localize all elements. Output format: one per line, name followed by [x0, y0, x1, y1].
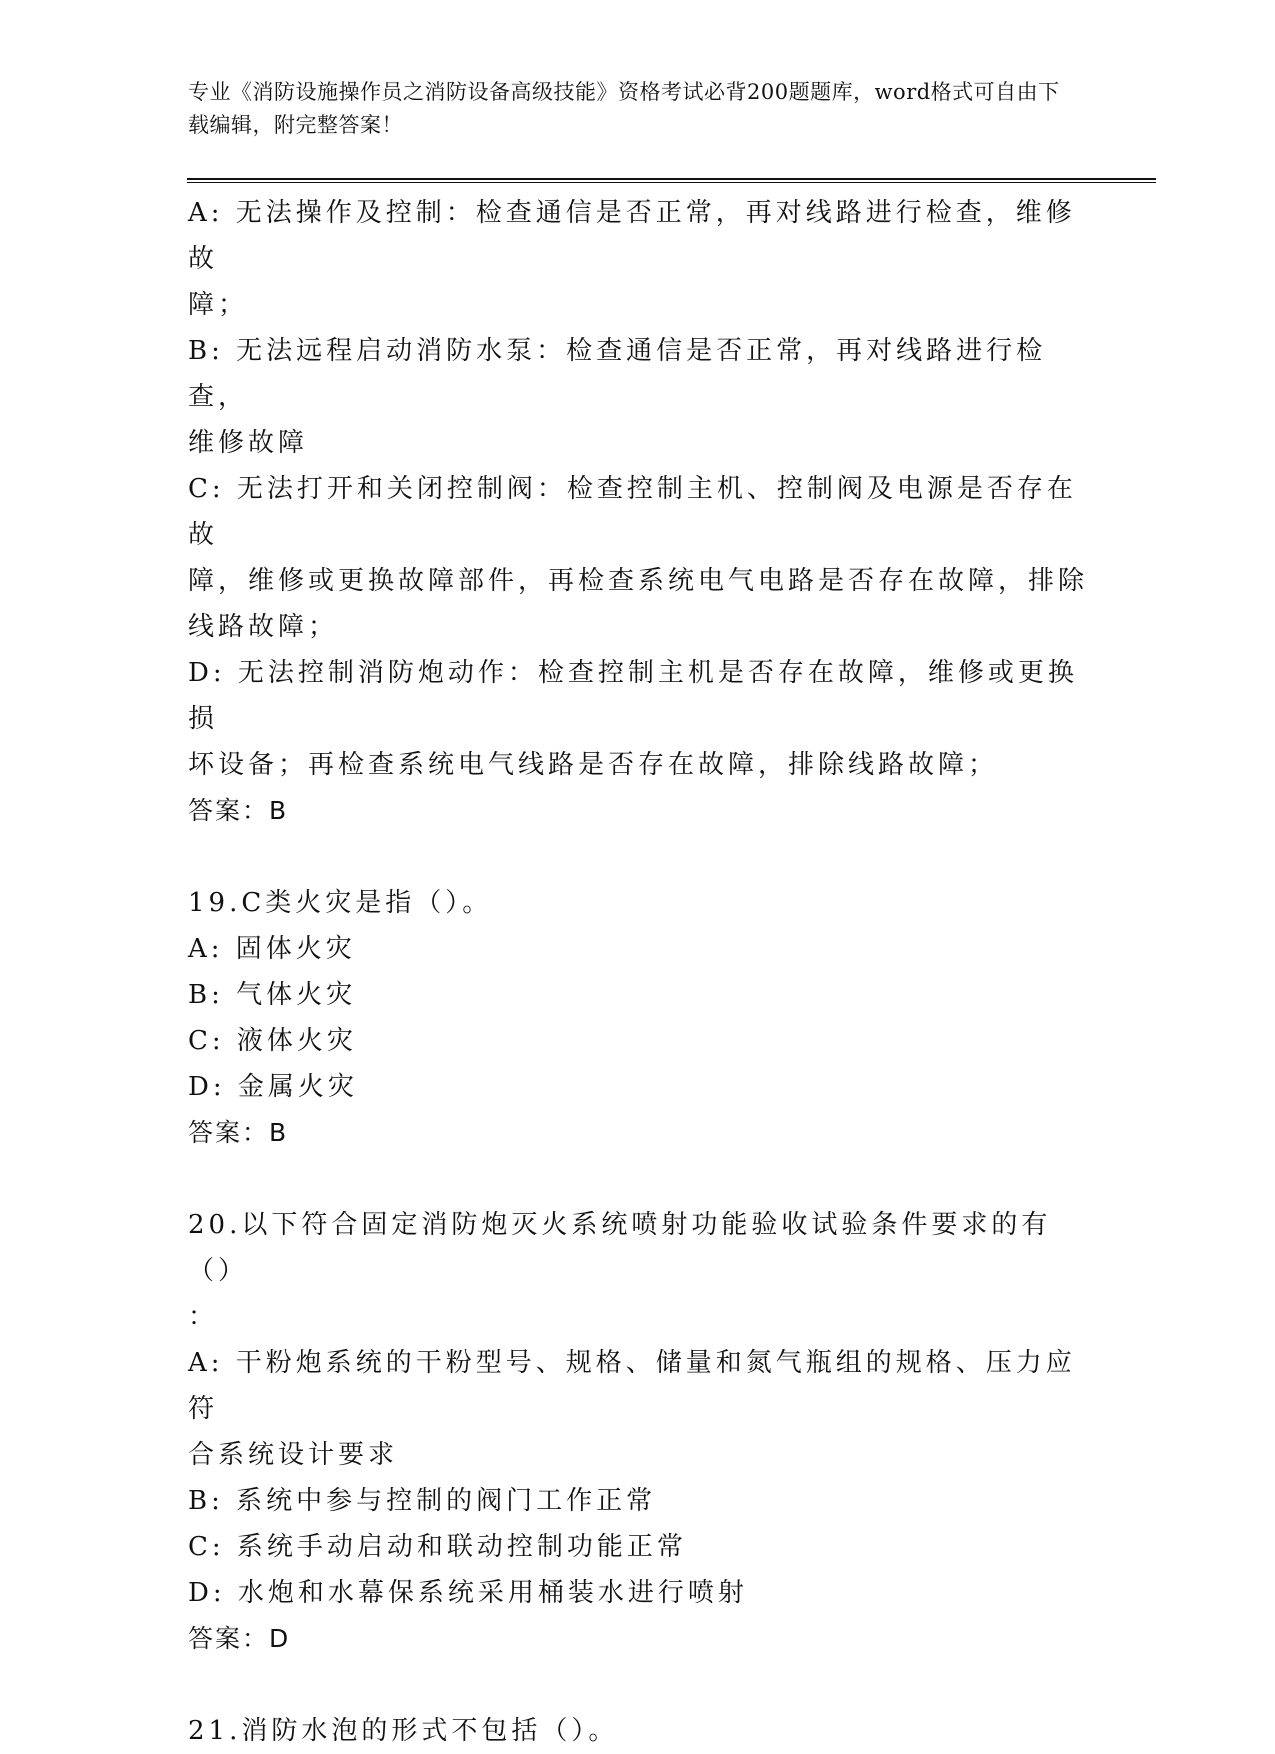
question-21: [188, 1708, 1088, 1754]
question-19-option-a: A: 固体火灾: [188, 934, 356, 964]
option-c-line-3: 线路故障；: [188, 612, 339, 642]
spacer: [188, 1156, 1088, 1202]
question-20-option-c: C: 系统手动启动和联动控制功能正常: [188, 1532, 687, 1562]
question-20: [188, 1202, 1088, 1662]
question-20-option-a-line-1: A: 干粉炮系统的干粉型号、规格、储量和氮气瓶组的规格、压力应符: [188, 1348, 1076, 1424]
question-19-answer: 答案：B: [188, 1118, 289, 1147]
question-19-text: 19.C类火灾是指（）。: [188, 888, 493, 918]
question-18-answer: 答案：B: [188, 796, 289, 825]
question-content: [188, 190, 1088, 1754]
question-19-option-c: C: 液体火灾: [188, 1026, 357, 1056]
option-a-line-2: 障；: [188, 290, 249, 320]
document-header-title: 专业《消防设施操作员之消防设备高级技能》资格考试必背200题题库，word格式可自由下载编辑，附完整答案！: [188, 80, 1060, 137]
question-19-option-d: D: 金属火灾: [188, 1072, 358, 1102]
option-c-line-2: 障，维修或更换故障部件，再检查系统电气电路是否存在故障，排除: [188, 566, 1089, 596]
header-divider: [187, 178, 1156, 183]
question-20-option-d: D: 水炮和水幕保系统采用桶装水进行喷射: [188, 1578, 748, 1608]
option-d-line-1: D: 无法控制消防炮动作：检查控制主机是否存在故障，维修或更换损: [188, 658, 1078, 734]
question-20-option-a-line-2: 合系统设计要求: [188, 1440, 399, 1470]
spacer: [188, 1662, 1088, 1708]
question-20-option-b: B: 系统中参与控制的阀门工作正常: [188, 1486, 657, 1516]
option-b-line-2: 维修故障: [188, 428, 309, 458]
question-21-text: 21.消防水泡的形式不包括（）。: [188, 1716, 619, 1746]
option-d-line-2: 坏设备；再检查系统电气线路是否存在故障，排除线路故障；: [188, 750, 999, 780]
question-19: [188, 880, 1088, 1156]
question-18-options: [188, 190, 1088, 834]
question-20-text-line-1: 20.以下符合固定消防炮灭火系统喷射功能验收试验条件要求的有（）: [188, 1210, 1052, 1286]
option-c-line-1: C: 无法打开和关闭控制阀：检查控制主机、控制阀及电源是否存在故: [188, 474, 1077, 550]
option-b-line-1: B: 无法远程启动消防水泵：检查通信是否正常，再对线路进行检查，: [188, 336, 1047, 412]
spacer: [188, 834, 1088, 880]
question-20-answer: 答案：D: [188, 1624, 291, 1653]
option-a-line-1: A: 无法操作及控制：检查通信是否正常，再对线路进行检查，维修故: [188, 198, 1076, 274]
question-19-option-b: B: 气体火灾: [188, 980, 357, 1010]
question-20-text-line-2: ：: [188, 1302, 219, 1332]
